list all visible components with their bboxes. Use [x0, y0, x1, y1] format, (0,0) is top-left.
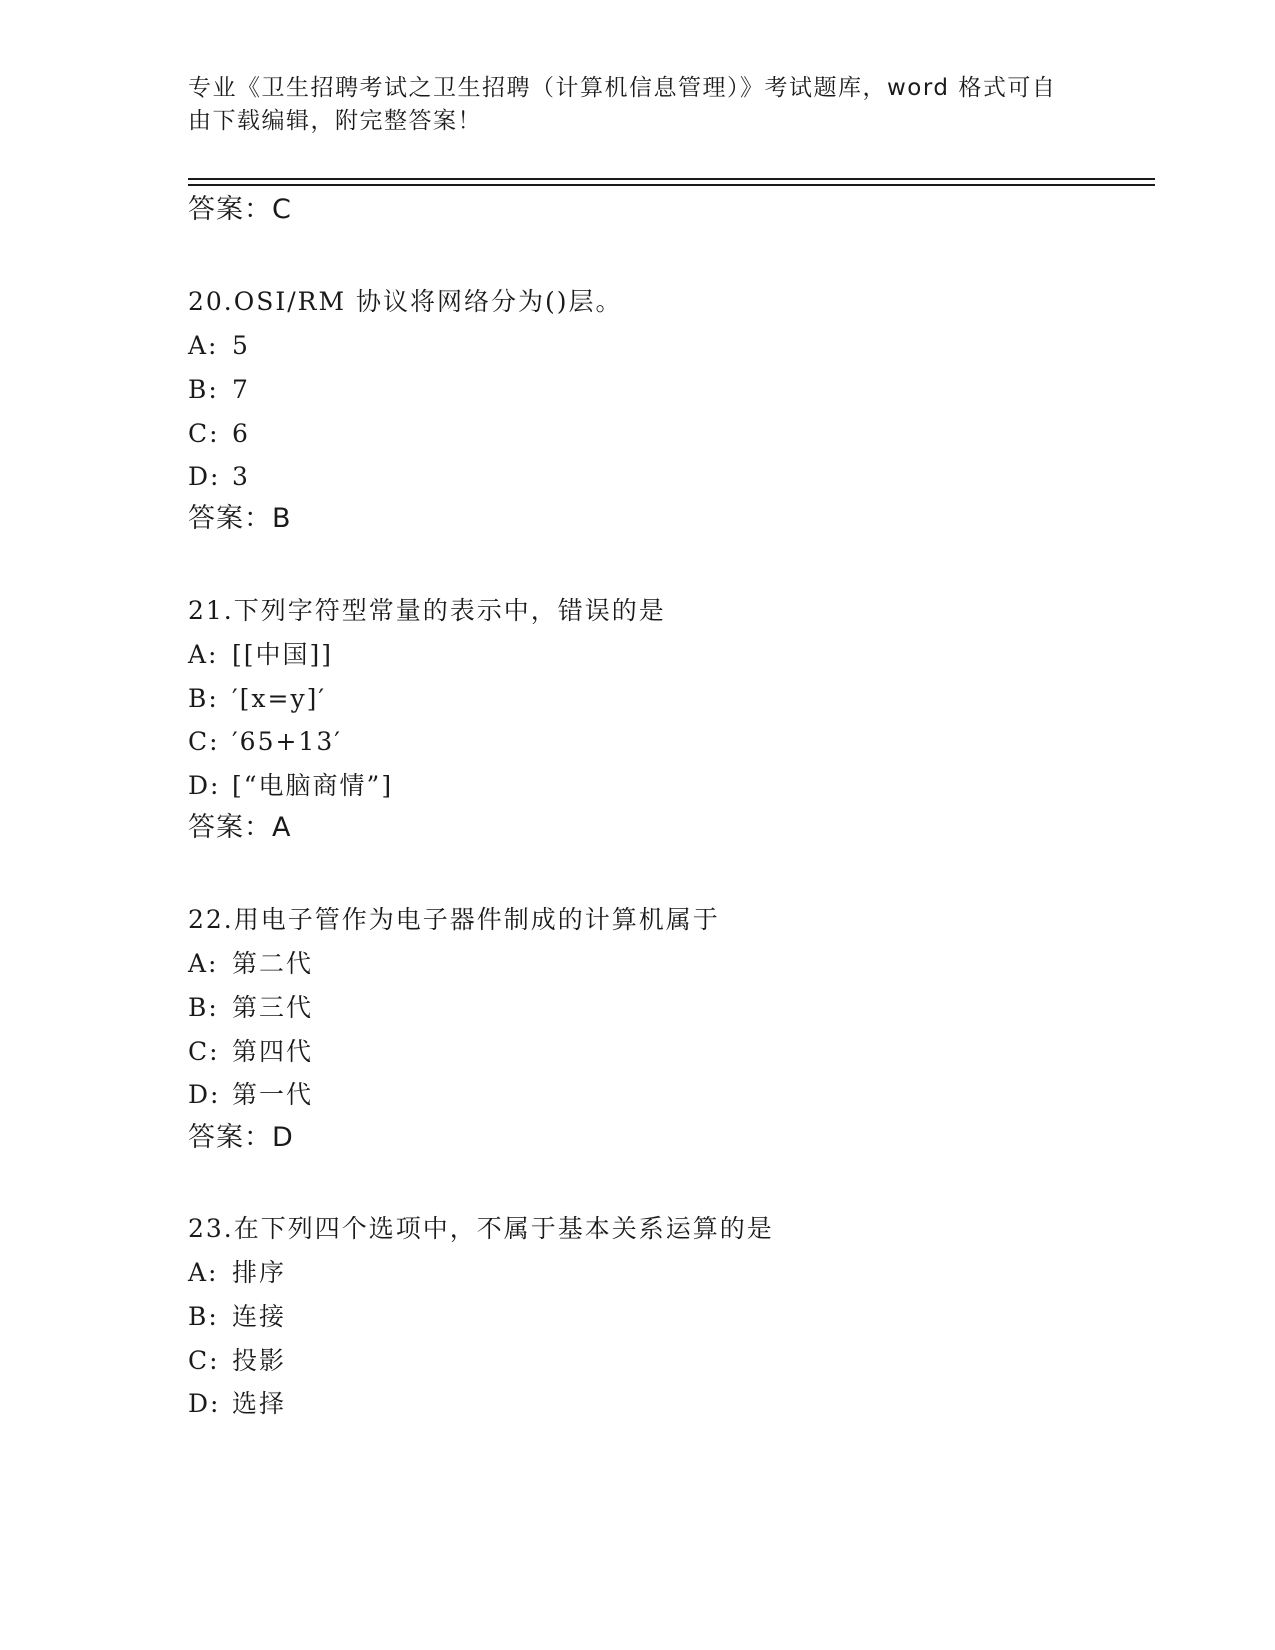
option-text: 投影 — [232, 1346, 287, 1375]
header-line-2: 由下载编辑，附完整答案！ — [188, 108, 482, 134]
document-header — [188, 72, 1088, 138]
option-label: B: — [188, 375, 219, 404]
option-label: C: — [188, 1037, 220, 1066]
option-text: 排序 — [232, 1258, 287, 1287]
q20-option-d — [188, 460, 250, 494]
q20-option-b — [188, 373, 250, 407]
q23-option-b — [188, 1300, 286, 1334]
option-text: [“电脑商情”] — [232, 771, 394, 800]
option-text: ′[x=y]′ — [232, 684, 327, 713]
q22-option-b — [188, 991, 313, 1025]
q21-option-d — [188, 769, 393, 803]
option-text: 6 — [232, 419, 250, 448]
q21-option-b — [188, 682, 326, 716]
header-rule-bottom — [188, 184, 1155, 186]
option-text: 7 — [232, 375, 250, 404]
q20-answer: 答案：B — [188, 503, 292, 534]
option-label: D: — [188, 1389, 221, 1418]
option-text: ′65+13′ — [232, 727, 342, 756]
q20-option-c — [188, 417, 250, 451]
option-label: A: — [188, 640, 219, 669]
option-label: D: — [188, 462, 221, 491]
q23-option-d — [188, 1387, 286, 1421]
option-label: B: — [188, 684, 219, 713]
option-label: D: — [188, 1080, 221, 1109]
option-label: B: — [188, 993, 219, 1022]
option-label: D: — [188, 771, 221, 800]
question-21: 21.下列字符型常量的表示中，错误的是 — [188, 596, 666, 625]
answer-previous: 答案：C — [188, 194, 292, 225]
option-label: A: — [188, 1258, 219, 1287]
option-text: 第三代 — [232, 993, 314, 1022]
option-text: 第二代 — [232, 949, 314, 978]
option-text: 连接 — [232, 1302, 287, 1331]
question-20: 20.OSI/RM 协议将网络分为()层。 — [188, 287, 623, 316]
option-label: A: — [188, 331, 219, 360]
option-label: C: — [188, 419, 220, 448]
option-label: A: — [188, 949, 219, 978]
option-text: [[中国]] — [232, 640, 334, 669]
q22-answer: 答案：D — [188, 1122, 294, 1153]
option-text: 第一代 — [232, 1080, 314, 1109]
q22-option-d — [188, 1078, 313, 1112]
header-rule-top — [188, 178, 1155, 180]
option-text: 选择 — [232, 1389, 287, 1418]
q21-answer: 答案：A — [188, 812, 292, 843]
q22-option-a — [188, 947, 313, 981]
q23-option-c — [188, 1344, 286, 1378]
q20-option-a — [188, 329, 250, 363]
option-label: C: — [188, 727, 220, 756]
q23-option-a — [188, 1256, 286, 1290]
option-text: 第四代 — [232, 1037, 314, 1066]
option-text: 5 — [232, 331, 250, 360]
question-23: 23.在下列四个选项中，不属于基本关系运算的是 — [188, 1214, 774, 1243]
option-label: C: — [188, 1346, 220, 1375]
option-label: B: — [188, 1302, 219, 1331]
question-22: 22.用电子管作为电子器件制成的计算机属于 — [188, 905, 720, 934]
option-text: 3 — [232, 462, 250, 491]
q21-option-c — [188, 725, 342, 759]
q22-option-c — [188, 1035, 313, 1069]
header-line-1: 专业《卫生招聘考试之卫生招聘（计算机信息管理）》考试题库，word 格式可自 — [188, 75, 1057, 101]
q21-option-a — [188, 638, 333, 672]
